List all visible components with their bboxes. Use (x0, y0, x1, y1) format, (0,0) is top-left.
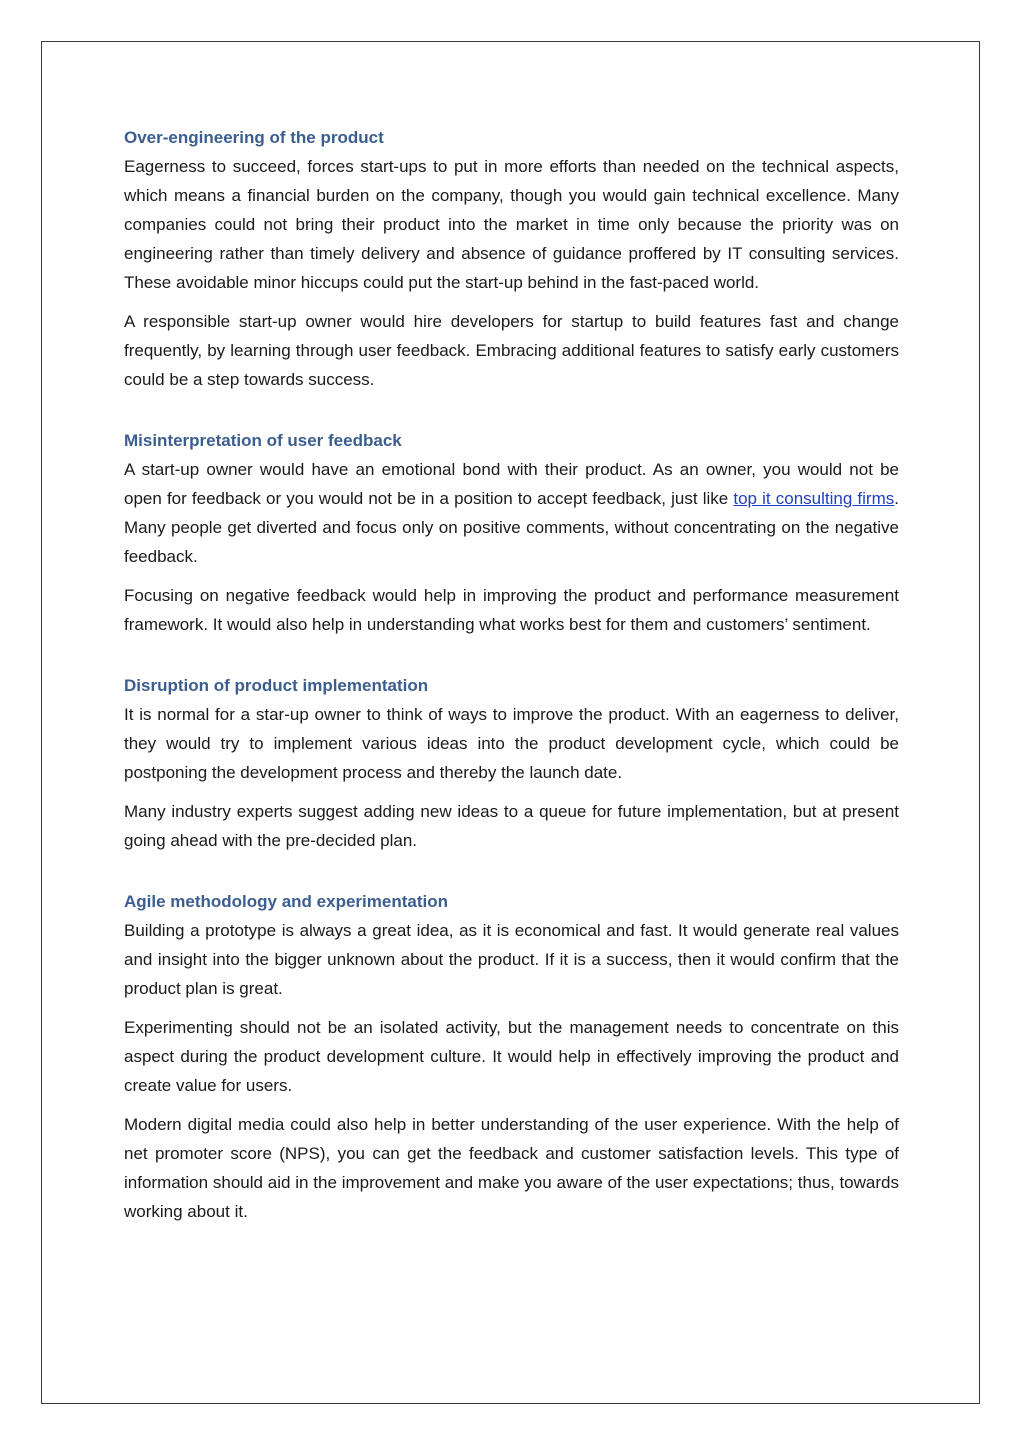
paragraph: Eagerness to succeed, forces start-ups to put in more efforts than needed on the technical aspects, which means a financial burden on the company, though you would gain technical excellence. Many companies could not bring their product into the market in time only because the priority was on engineering rather than timely delivery and absence of guidance proffered by IT consulting services. These avoidable minor hiccups could put the start-up behind in the fast-paced world. (124, 157, 899, 292)
paragraph: Many industry experts suggest adding new ideas to a queue for future implementation, but at present going ahead with the pre-decided plan. (124, 802, 899, 850)
section-agile (124, 887, 899, 1226)
paragraph (124, 455, 899, 571)
paragraph: Focusing on negative feedback would help in improving the product and performance measurement framework. It would also help in understanding what works best for them and customers’ sentiment. (124, 586, 899, 634)
document-body (124, 123, 899, 1236)
top-it-consulting-firms-link[interactable]: top it consulting firms (733, 489, 895, 508)
section-disruption (124, 671, 899, 855)
paragraph: Modern digital media could also help in better understanding of the user experience. With the help of net promoter score (NPS), you can get the feedback and customer satisfaction levels. This type of information should aid in the improvement and make you aware of the user expectations; thus, towards working about it. (124, 1115, 899, 1221)
section-heading: Over-engineering of the product (124, 128, 384, 147)
paragraph: Building a prototype is always a great idea, as it is economical and fast. It would generate real values and insight into the bigger unknown about the product. If it is a success, then it would confirm that the product plan is great. (124, 921, 899, 998)
paragraph: Experimenting should not be an isolated activity, but the management needs to concentrate on this aspect during the product development culture. It would help in effectively improving the product and create value for users. (124, 1018, 899, 1095)
section-misinterpretation (124, 426, 899, 639)
paragraph-text: A start-up owner would have an emotional bond with their product. As an owner, you would not be open for feedback or you would not be in a position to accept feedback, just like (124, 460, 899, 508)
paragraph: It is normal for a star-up owner to think of ways to improve the product. With an eagerness to deliver, they would try to implement various ideas into the product development cycle, which could be postponing the development process and thereby the launch date. (124, 705, 899, 782)
section-over-engineering (124, 123, 899, 394)
paragraph-text: . Many people get diverted and focus only on positive comments, without concentrating on the negative feedback. (124, 489, 899, 566)
section-heading: Disruption of product implementation (124, 676, 429, 695)
section-heading: Agile methodology and experimentation (124, 892, 448, 911)
section-heading: Misinterpretation of user feedback (124, 431, 402, 450)
paragraph: A responsible start-up owner would hire developers for startup to build features fast and change frequently, by learning through user feedback. Embracing additional features to satisfy early customers could be a step towards success. (124, 312, 899, 389)
